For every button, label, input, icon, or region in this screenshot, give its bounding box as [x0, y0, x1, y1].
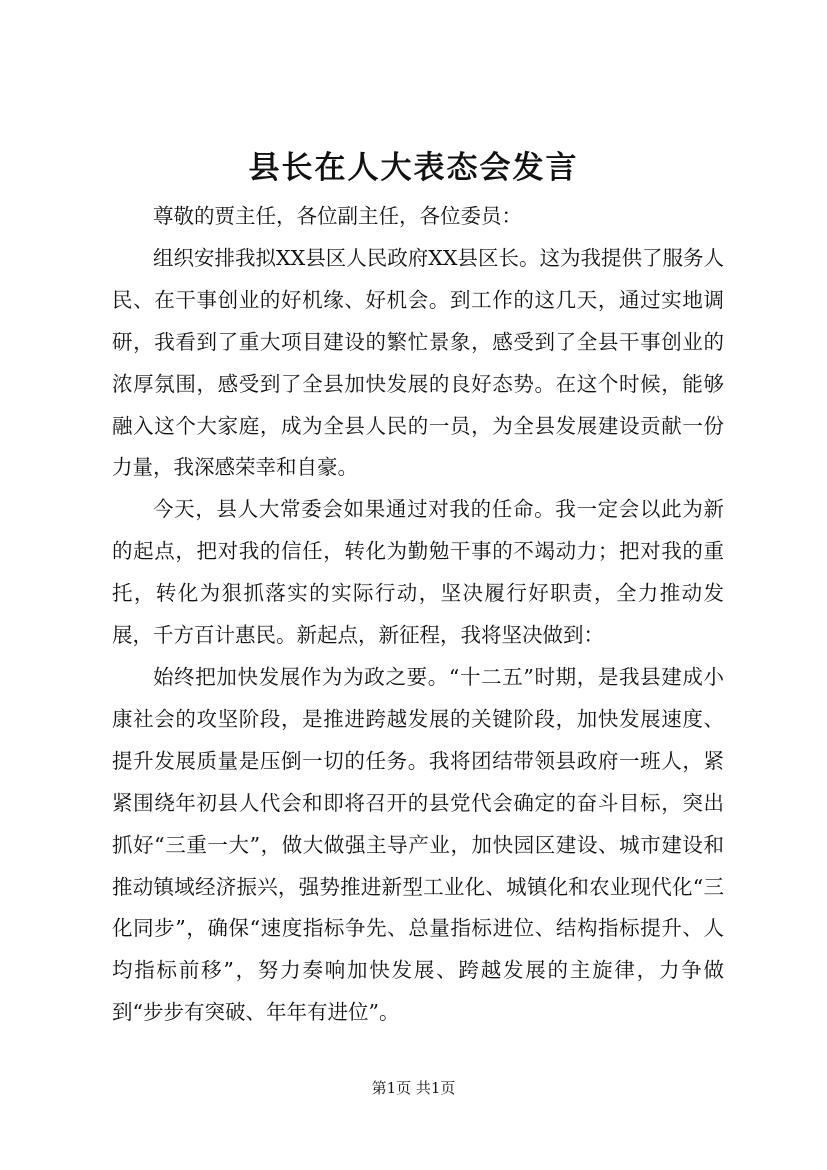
document-title: 县长在人大表态会发言	[248, 150, 579, 186]
salutation-paragraph: 尊敬的贾主任，各位副主任，各位委员：	[153, 204, 522, 228]
body-paragraph: 始终把加快发展作为为政之要。“十二五”时期，是我县建成小康社会的攻坚阶段，是推进跨越发展的关键阶段，加快发展速度、提升发展质量是压倒一切的任务。我将团结带领县政府一班人，紧紧围绕年初县人代会和即将召开的县党代会确定的奋斗目标，突出抓好“三重一大”，做大做强主导产业，加快园区建设、城市建设和推动镇域经济振兴，强势推进新型工业化、城镇化和农业现代化“三化同步”，确保“速度指标争先、总量指标进位、结构指标提升、人均指标前移”，努力奏响加快发展、跨越发展的主旋律，力争做到“步步有突破、年年有进位”。	[112, 664, 724, 1025]
body-paragraph: 组织安排我拟XX县区人民政府XX县区长。这为我提供了服务人民、在干事创业的好机缘、好机会。到工作的这几天，通过实地调研，我看到了重大项目建设的繁忙景象，感受到了全县干事创业的浓厚氛围，感受到了全县加快发展的良好态势。在这个时候，能够融入这个大家庭，成为全县人民的一员，为全县发展建设贡献一份力量，我深感荣幸和自豪。	[112, 245, 724, 480]
document-body	[112, 196, 724, 1034]
body-paragraph: 今天，县人大常委会如果通过对我的任命。我一定会以此为新的起点，把对我的信任，转化为勤勉干事的不竭动力；把对我的重托，转化为狠抓落实的实际行动，坚决履行好职责，全力推动发展，千方百计惠民。新起点，新征程，我将坚决做到：	[112, 497, 724, 648]
page-number-footer: 第1页 共1页	[371, 1079, 456, 1097]
